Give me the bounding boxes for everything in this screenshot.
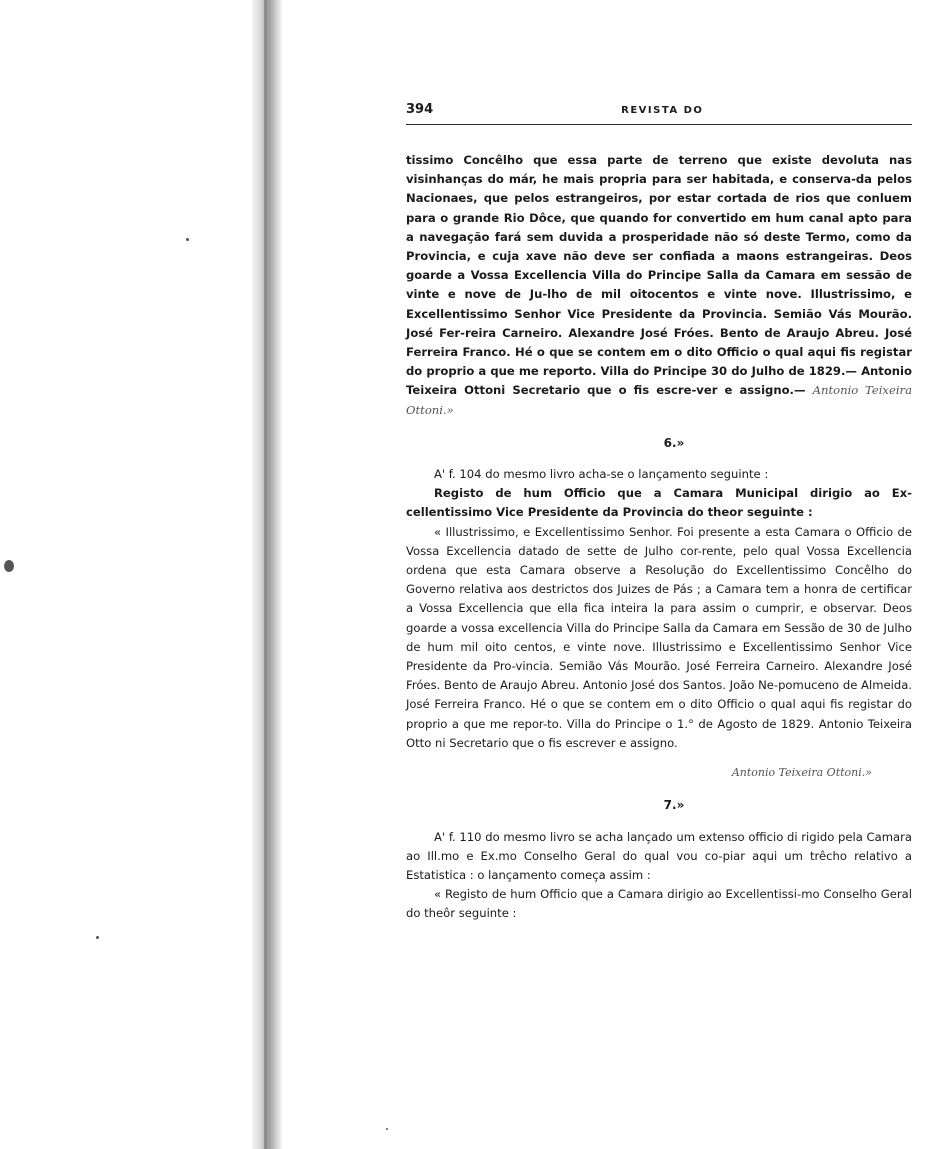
paragraph-2: A' f. 104 do mesmo livro acha-se o lançamento seguinte : [434,467,769,482]
paragraph-1 [406,151,912,420]
scan-speck [186,238,189,241]
section-6-number: 6.» [663,435,685,450]
paragraph-6: « Registo de hum Officio que a Camara dirigio ao Excellentissi-mo Conselho Geral do theôr seguinte : [406,887,912,921]
paragraph-1-text: tissimo Concêlho que essa parte de terreno que existe devoluta nas visinhanças do már, he mais propria para ser habitada, e conserva-da pelos Nacionaes, que pelos estrangeiros, por estar cortada de rios que conluem para o grande Rio Dôce, que quando for convertido em hum canal apto para a navegação fará sem duvida a prosperidade não só deste Termo, como da Provincia, e cuja xave não deve ser confiada a maons estrangeiras. Deos goarde a Vossa Excellencia Villa do Principe Salla da Camara em sessão de vinte e nove de Ju-lho de mil oitocentos e vinte nove. Illustrissimo, e Excellentissimo Senhor Vice Presidente da Provincia. Semião Vás Mourão. José Fer-reira Carneiro. Alexandre José Fróes. Bento de Araujo Abreu. José Ferreira Franco. Hé o que se contem em o dito Officio o qual aqui fis registar do proprio a que me reporto. Villa do Principe 30 do Julho de 1829.— Antonio Teixeira Ottoni Secretario que o fis escre-ver e assigno.— [406,153,912,398]
signature-1: Antonio Teixeira Ottoni.» [406,383,912,417]
paragraph-3: Registo de hum Officio que a Camara Municipal dirigio ao Ex-cellentissimo Vice Presidente da Provincia do theor seguinte : [406,486,912,520]
page-header [406,102,912,125]
page-number: 394 [406,102,434,117]
book-gutter [252,0,282,1149]
signature-2: Antonio Teixeira Ottoni.» [731,766,872,780]
gutter-shadow-line [264,0,267,1149]
body-text [406,151,912,924]
document-page [406,102,912,924]
section-7-number: 7.» [663,798,685,813]
scan-speck [386,1128,388,1130]
running-head: REVISTA DO [621,105,704,116]
paragraph-4: « Illustrissimo, e Excellentissimo Senhor. Foi presente a esta Camara o Officio de Vossa Excellencia datado de sette de Julho cor-rente, pelo qual Vossa Excellencia ordena que esta Camara observe a Resolução do Excellentissimo Concêlho do Governo relativa aos destrictos dos Juizes de Pás ; a Camara tem a honra de certificar a Vossa Excellencia que ella fica inteira la para assim o cumprir, e observar. Deos goarde a vossa excellencia Villa do Principe Salla da Camara em Sessão de 30 de Julho de hum mil oito centos, e vinte nove. Illustrissimo e Excellentissimo Senhor Vice Presidente da Pro-vincia. Semião Vás Mourão. José Ferreira Carneiro. Alexandre José Fróes. Bento de Araujo Abreu. Antonio José dos Santos. João Ne-pomuceno de Almeida. José Ferreira Franco. Hé o que se contem em o dito Officio o qual aqui fis registar do proprio a que me repor-to. Villa do Principe o 1.° de Agosto de 1829. Antonio Teixeira Otto ni Secretario que o fis escrever e assigno. [406,524,912,750]
paragraph-5: A' f. 110 do mesmo livro se acha lançado um extenso officio di rigido pela Camara ao Ill.mo e Ex.mo Conselho Geral do qual vou co-piar aqui um trêcho relativo a Estatistica : o lançamento começa assim : [406,829,912,882]
scan-speck [4,560,14,572]
scan-speck [96,936,99,939]
